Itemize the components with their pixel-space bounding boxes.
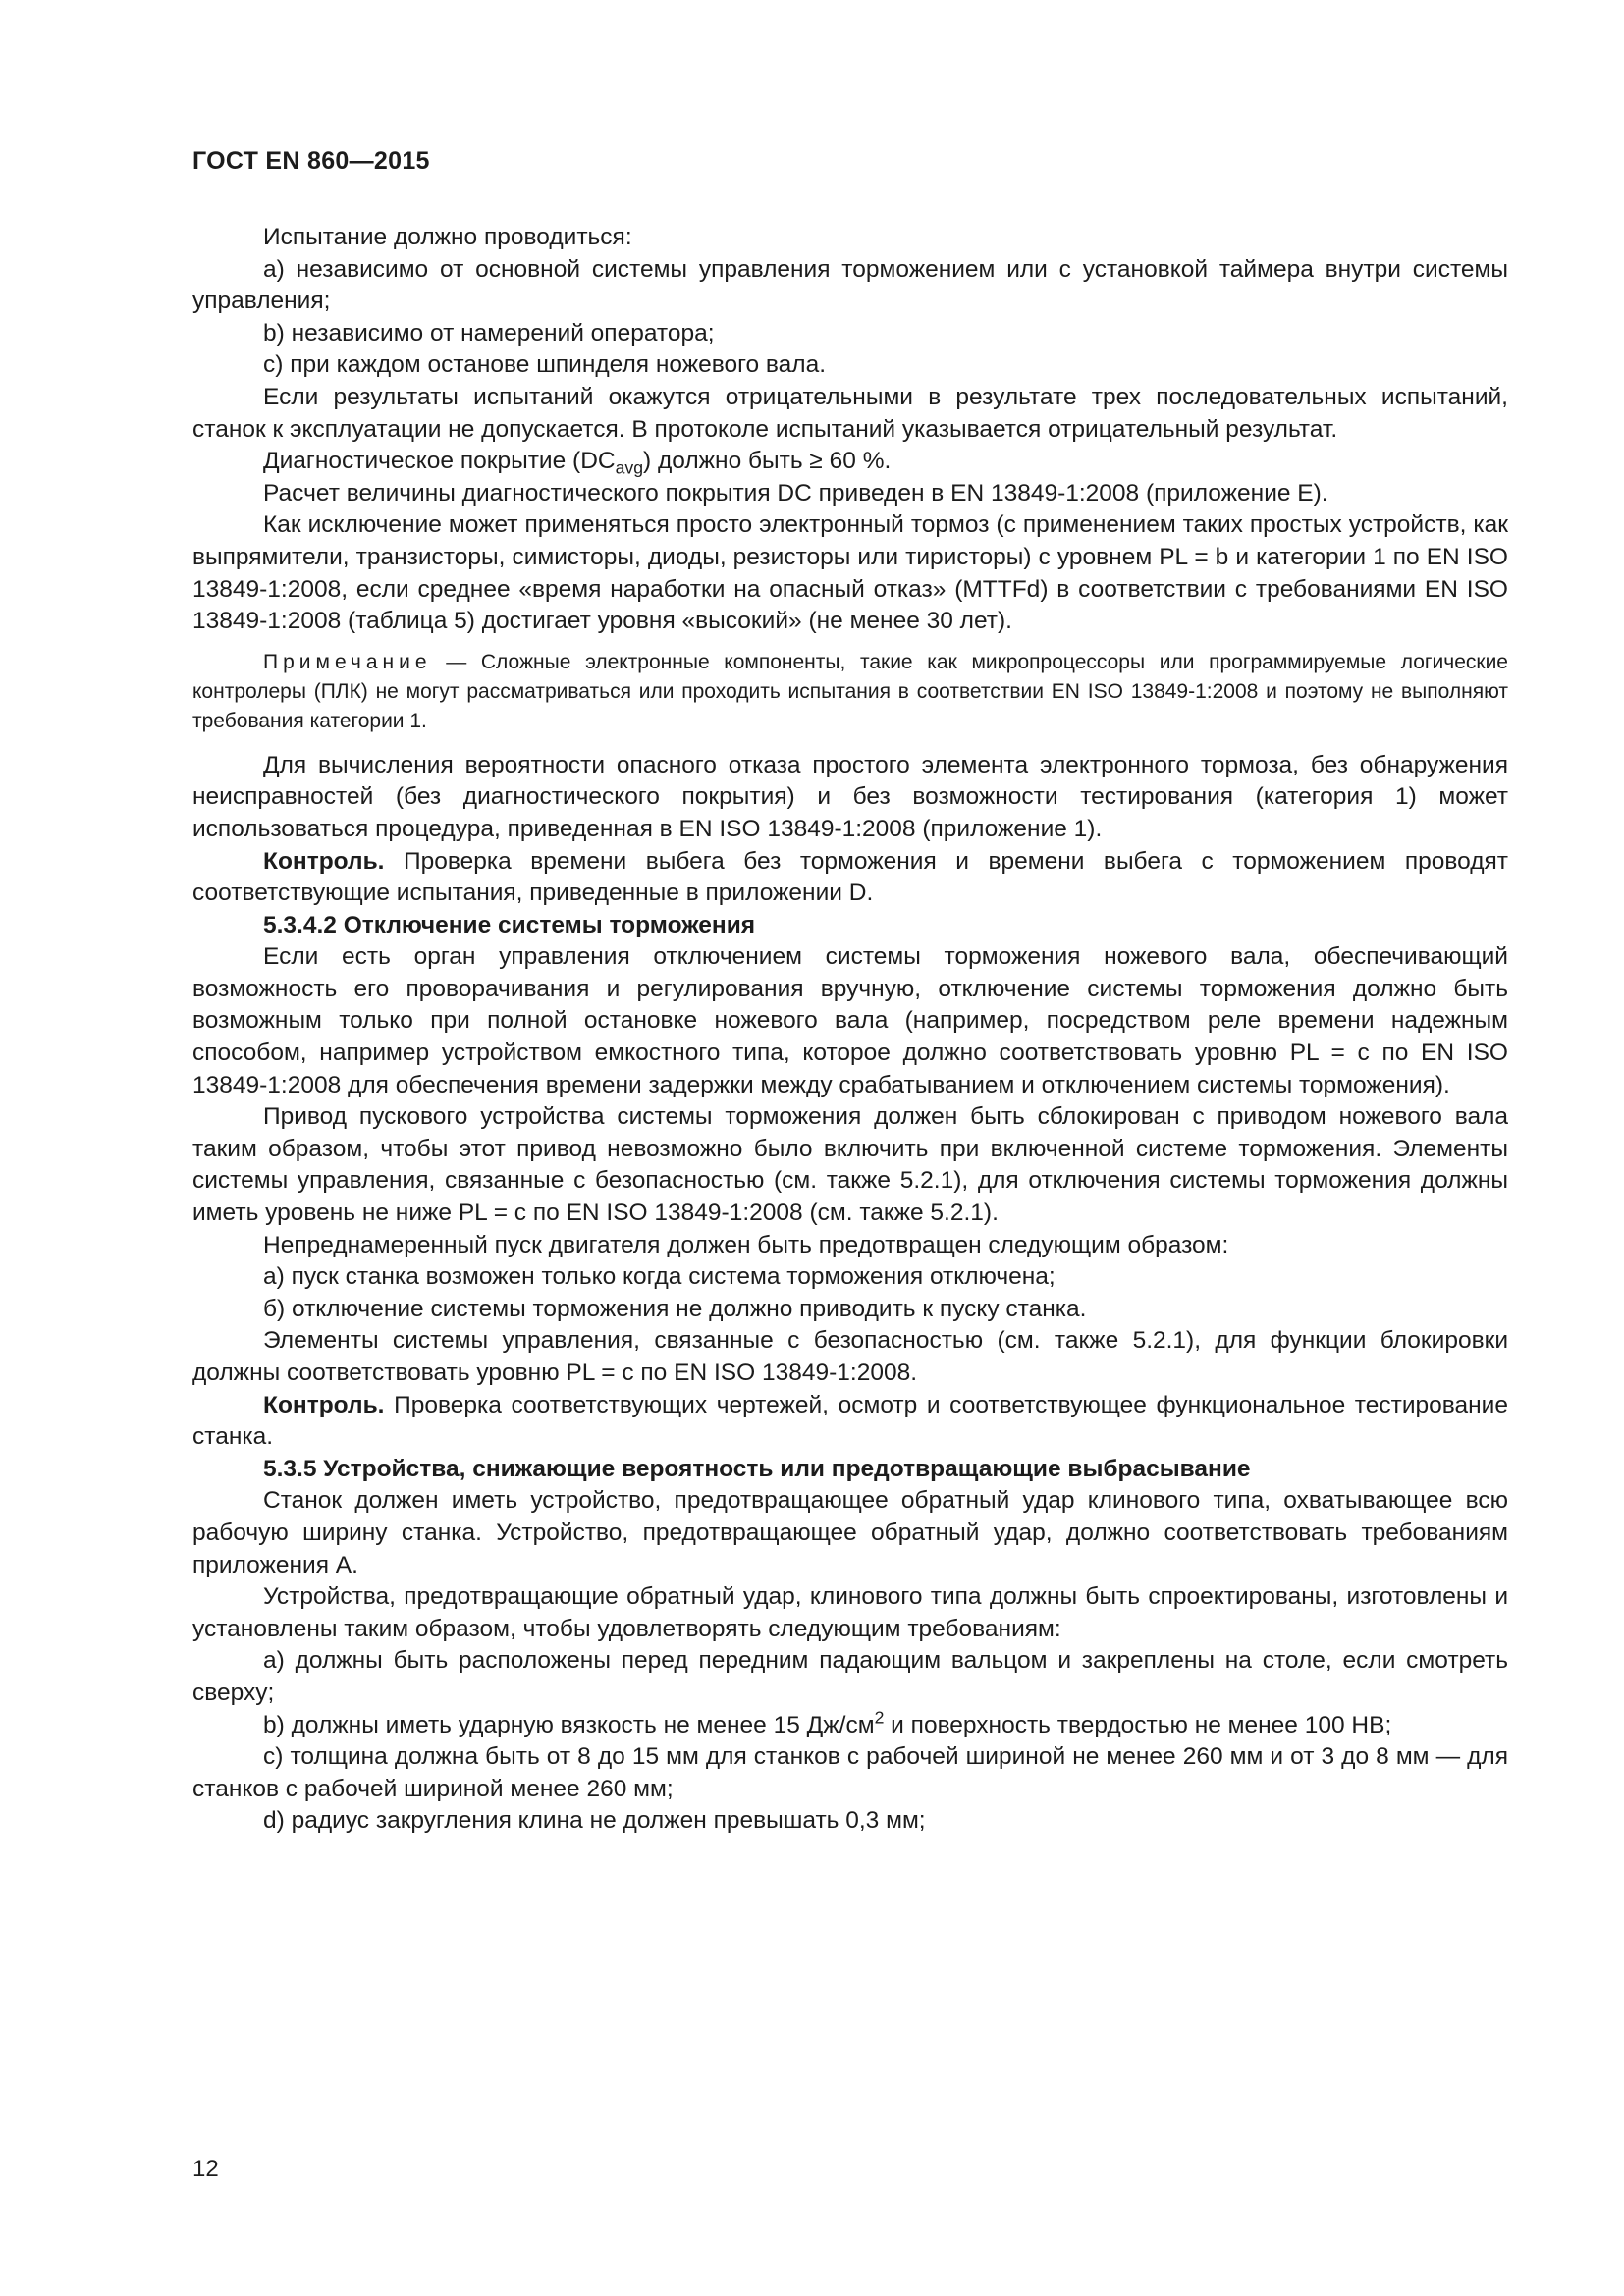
list-item: c) при каждом останове шпинделя ножевого вала. xyxy=(263,351,827,379)
paragraph xyxy=(192,446,1508,478)
section-heading: 5.3.4.2 Отключение системы торможения xyxy=(263,911,756,938)
note-text: — Сложные электронные компоненты, такие как микропроцессоры или программируемые логические контролеры (ПЛК) не могут рассматриваться или проходить испытания в соответствии EN ISO 13849-1:2008 и поэтому не выполняют требования категории 1. xyxy=(192,650,1508,732)
paragraph: Непреднамеренный пуск двигателя должен быть предотвращен следующим образом: xyxy=(263,1231,1229,1258)
text-run: Проверка времени выбега без торможения и времени выбега с торможением проводят соответствующие испытания, приведенные в приложении D. xyxy=(192,847,1508,907)
bold-label: Контроль. xyxy=(263,847,385,875)
text-run: Проверка соответствующих чертежей, осмотр и соответствующее функциональное тестирование станка. xyxy=(192,1391,1508,1451)
document-header: ГОСТ EN 860—2015 xyxy=(192,147,430,175)
paragraph: Если результаты испытаний окажутся отрицательными в результате трех последовательных испытаний, станок к эксплуатации не допускается. В протоколе испытаний указывается отрицательный результат. xyxy=(192,383,1508,443)
subscript: avg xyxy=(615,457,643,478)
note xyxy=(192,648,1508,736)
page-number: 12 xyxy=(192,2156,219,2182)
paragraph: Для вычисления вероятности опасного отказа простого элемента электронного тормоза, без обнаружения неисправностей (без диагностического покрытия) и без возможности тестирования (категория 1) может использоваться процедура, приведенная в EN ISO 13849-1:2008 (приложение 1). xyxy=(192,751,1508,842)
paragraph: Испытание должно проводиться: xyxy=(263,224,632,250)
text-run: ) должно быть ≥ 60 %. xyxy=(643,448,892,475)
paragraph: Как исключение может применяться просто электронный тормоз (с применением таких простых устройств, как выпрямители, транзисторы, симисторы, диоды, резисторы или тиристоры) с уровнем PL = b и категории 1 по EN ISO 13849-1:2008, если среднее «время наработки на опасный отказ» (MTTFd) в соответствии с требованиями EN ISO 13849-1:2008 (таблица 5) достигает уровня «высокий» (не менее 30 лет). xyxy=(192,511,1508,635)
list-item: a) должны быть расположены перед передним падающим вальцом и закреплены на столе, если смотреть сверху; xyxy=(192,1647,1508,1706)
list-item: a) независимо от основной системы управления торможением или с установкой таймера внутри системы управления; xyxy=(192,255,1508,315)
list-item xyxy=(192,1706,1508,1742)
text-run: b) должны иметь ударную вязкость не менее 15 Дж/см xyxy=(263,1711,875,1738)
paragraph: Расчет величины диагностического покрытия DC приведен в EN 13849-1:2008 (приложение E). xyxy=(263,479,1328,507)
paragraph: Привод пускового устройства системы торможения должен быть сблокирован с приводом ножевого вала таким образом, чтобы этот привод невозможно было включить при включенной системе торможения. Элементы системы управления, связанные с безопасностью (см. также 5.2.1), для отключения системы торможения должны иметь уровень не ниже PL = c по EN ISO 13849-1:2008 (см. также 5.2.1). xyxy=(192,1103,1508,1227)
list-item: d) радиус закругления клина не должен превышать 0,3 мм; xyxy=(263,1807,926,1835)
superscript: 2 xyxy=(874,1706,885,1727)
paragraph: Устройства, предотвращающие обратный удар, клинового типа должны быть спроектированы, изготовлены и установлены таким образом, чтобы удовлетворять следующим требованиям: xyxy=(192,1583,1508,1642)
list-item: б) отключение системы торможения не должно приводить к пуску станка. xyxy=(263,1295,1087,1322)
bold-label: Контроль. xyxy=(263,1391,385,1418)
document-body xyxy=(192,222,1508,1838)
note-label: Примечание xyxy=(263,650,432,673)
list-item: c) толщина должна быть от 8 до 15 мм для станков с рабочей шириной не менее 260 мм и от 3 до 8 мм — для станков с рабочей шириной менее 260 мм; xyxy=(192,1743,1508,1802)
paragraph: Если есть орган управления отключением системы торможения ножевого вала, обеспечивающий возможность его проворачивания и регулирования вручную, отключение системы торможения должно быть возможным только при полной остановке ножевого вала (например, посредством реле времени надежным способом, например устройством емкостного типа, которое должно соответствовать уровню PL = c по EN ISO 13849-1:2008 для обеспечения времени задержки между срабатыванием и отключением системы торможения). xyxy=(192,943,1508,1098)
paragraph: Станок должен иметь устройство, предотвращающее обратный удар клинового типа, охватывающее всю рабочую ширину станка. Устройство, предотвращающее обратный удар, должно соответствовать требованиям приложения A. xyxy=(192,1487,1508,1578)
section-heading: 5.3.5 Устройства, снижающие вероятность или предотвращающие выбрасывание xyxy=(263,1455,1251,1482)
list-item: a) пуск станка возможен только когда система торможения отключена; xyxy=(263,1263,1056,1291)
paragraph xyxy=(192,846,1508,910)
list-item: b) независимо от намерений оператора; xyxy=(263,319,715,347)
text-run: Диагностическое покрытие (DC xyxy=(263,448,616,475)
paragraph xyxy=(192,1390,1508,1454)
text-run: и поверхность твердостью не менее 100 HB; xyxy=(884,1711,1392,1738)
paragraph: Элементы системы управления, связанные с безопасностью (см. также 5.2.1), для функции блокировки должны соответствовать уровню PL = c по EN ISO 13849-1:2008. xyxy=(192,1327,1508,1386)
